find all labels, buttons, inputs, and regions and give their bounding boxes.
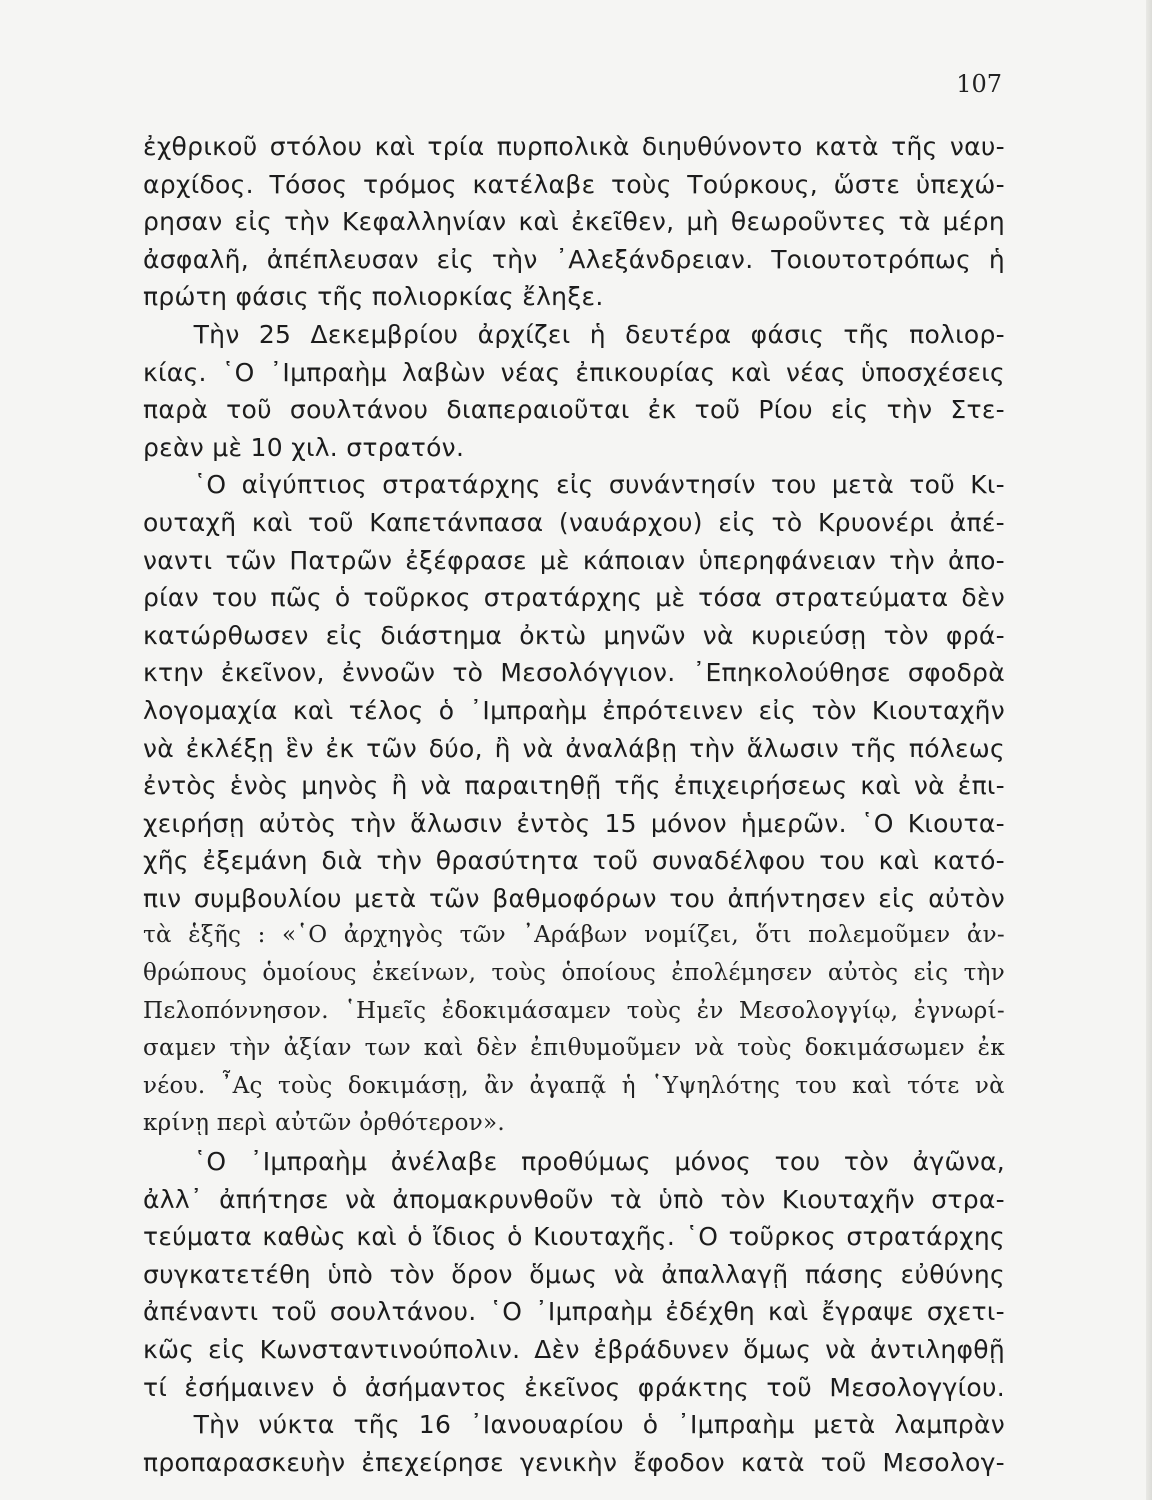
text-line: κτην ἐκεῖνον, ἐννοῶν τὸ Μεσολόγγιον. ᾿Επηκολούθησε σφοδρὰ (143, 658, 1005, 688)
text-line: Πελοπόννησον. ῾Ημεῖς ἐδοκιμάσαμεν τοὺς ἐν Μεσολογγίῳ, ἐγνωρί- (143, 997, 1005, 1024)
text-line: τὰ ἑξῆς : «῾Ο ἀρχηγὸς τῶν ᾿Αράβων νομίζει, ὅτι πολεμοῦμεν ἀν- (143, 922, 1005, 949)
text-line: ρησαν εἰς τὴν Κεφαλληνίαν καὶ ἐκεῖθεν, μὴ θεωροῦντες τὰ μέρη (143, 207, 1005, 237)
text-line: θρώπους ὁμοίους ἐκείνων, τοὺς ὁποίους ἐπολέμησεν αὐτὸς εἰς τὴν (143, 960, 1005, 987)
text-line: ῾Ο αἰγύπτιος στρατάρχης εἰς συνάντησίν του μετὰ τοῦ Κι- (143, 470, 1005, 500)
text-line: σαμεν τὴν ἀξίαν των καὶ δὲν ἐπιθυμοῦμεν νὰ τοὺς δοκιμάσωμεν ἐκ (143, 1035, 1005, 1062)
text-line: αρχίδος. Τόσος τρόμος κατέλαβε τοὺς Τούρκους, ὥστε ὑπεχώ- (143, 169, 1005, 199)
text-line: κίας. ῾Ο ᾿Ιμπραὴμ λαβὼν νέας ἐπικουρίας καὶ νέας ὑποσχέσεις (143, 357, 1005, 387)
text-line: παρὰ τοῦ σουλτάνου διαπεραιοῦται ἐκ τοῦ Ρίου εἰς τὴν Στε- (143, 395, 1005, 425)
text-line: ῾Ο ᾿Ιμπραὴμ ἀνέλαβε προθύμως μόνος του τὸν ἀγῶνα, (143, 1147, 1005, 1177)
text-line: κρίνῃ περὶ αὐτῶν ὀρθότερον». (143, 1110, 505, 1137)
text-line: κῶς εἰς Κωνσταντινούπολιν. Δὲν ἐβράδυνεν ὅμως νὰ ἀντιληφθῇ (143, 1335, 1005, 1364)
text-line: Τὴν νύκτα τῆς 16 ᾿Ιανουαρίου ὁ ᾿Ιμπραὴμ μετὰ λαμπρὰν (143, 1410, 1005, 1440)
text-line: πιν συμβουλίου μετὰ τῶν βαθμοφόρων του ἀπήντησεν εἰς αὐτὸν (143, 883, 1005, 913)
body-text (143, 128, 1005, 1481)
text-line: νέου. ῏Ας τοὺς δοκιμάσῃ, ἂν ἀγαπᾷ ἡ ῾Υψηλότης του καὶ τότε νὰ (143, 1072, 1005, 1099)
text-line: ἀσφαλῆ, ἀπέπλευσαν εἰς τὴν ᾿Αλεξάνδρειαν. Τοιουτοτρόπως ἡ (143, 244, 1005, 274)
text-line: ρεὰν μὲ 10 χιλ. στρατόν. (143, 432, 465, 462)
page-number: 107 (956, 70, 1002, 98)
text-line: συγκατετέθη ὑπὸ τὸν ὅρον ὅμως νὰ ἀπαλλαγῇ πάσης εὐθύνης (143, 1259, 1005, 1289)
text-line: προπαρασκευὴν ἐπεχείρησε γενικὴν ἔφοδον κατὰ τοῦ Μεσολογ- (143, 1447, 1005, 1477)
text-line: χῆς ἐξεμάνη διὰ τὴν θρασύτητα τοῦ συναδέλφου του καὶ κατό- (143, 846, 1005, 876)
text-line: ουταχῆ καὶ τοῦ Καπετάνπασα (ναυάρχου) εἰς τὸ Κρυονέρι ἀπέ- (143, 507, 1005, 537)
text-line: κατώρθωσεν εἰς διάστημα ὀκτὼ μηνῶν νὰ κυριεύσῃ τὸν φρά- (143, 620, 1005, 650)
text-line: ἐντὸς ἑνὸς μηνὸς ἢ νὰ παραιτηθῇ τῆς ἐπιχειρήσεως καὶ νὰ ἐπι- (143, 771, 1005, 801)
text-line: τεύματα καθὼς καὶ ὁ ἴδιος ὁ Κιουταχῆς. ῾Ο τοῦρκος στρατάρχης (143, 1222, 1005, 1252)
text-line: χειρήσῃ αὐτὸς τὴν ἅλωσιν ἐντὸς 15 μόνον ἡμερῶν. ῾Ο Κιουτα- (143, 808, 1005, 838)
text-line: πρώτη φάσις τῆς πολιορκίας ἔληξε. (143, 282, 604, 312)
text-line: λογομαχία καὶ τέλος ὁ ᾿Ιμπραὴμ ἐπρότεινεν εἰς τὸν Κιουταχῆν (143, 695, 1005, 725)
text-line: ναντι τῶν Πατρῶν ἐξέφρασε μὲ κάποιαν ὑπερηφάνειαν τὴν ἀπο- (143, 545, 1005, 575)
scan-edge (1146, 0, 1152, 1500)
text-line: Τὴν 25 Δεκεμβρίου ἀρχίζει ἡ δευτέρα φάσις τῆς πολιορ- (143, 319, 1005, 349)
text-line: ἐχθρικοῦ στόλου καὶ τρία πυρπολικὰ διηυθύνοντο κατὰ τῆς ναυ- (143, 132, 1005, 161)
text-line: νὰ ἐκλέξῃ ἓν ἐκ τῶν δύο, ἢ νὰ ἀναλάβῃ τὴν ἅλωσιν τῆς πόλεως (143, 733, 1005, 763)
text-line: ἀλλ᾿ ἀπήτησε νὰ ἀπομακρυνθοῦν τὰ ὑπὸ τὸν Κιουταχῆν στρα- (143, 1184, 1005, 1214)
text-line: ἀπέναντι τοῦ σουλτάνου. ῾Ο ᾿Ιμπραὴμ ἐδέχθη καὶ ἔγραψε σχετι- (143, 1297, 1005, 1327)
text-line: τί ἐσήμαινεν ὁ ἀσήμαντος ἐκεῖνος φράκτης τοῦ Μεσολογγίου. (143, 1372, 1005, 1402)
text-line: ρίαν του πῶς ὁ τοῦρκος στρατάρχης μὲ τόσα στρατεύματα δὲν (143, 583, 1005, 613)
